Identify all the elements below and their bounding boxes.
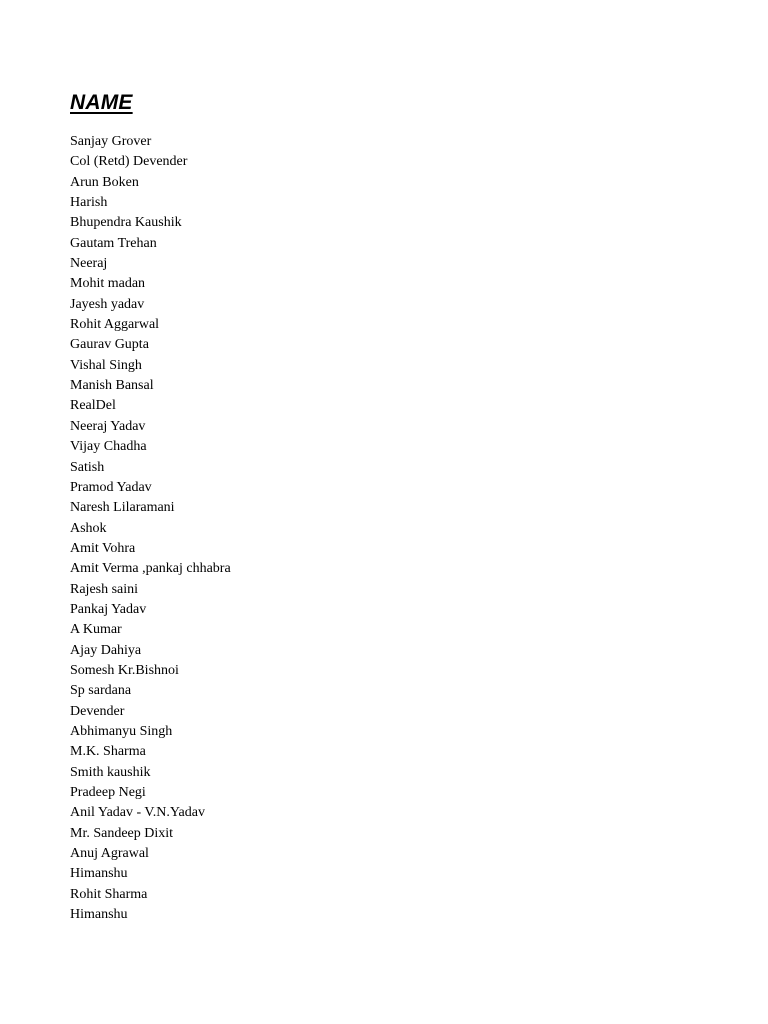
list-item: Smith kaushik xyxy=(70,764,151,780)
list-item: Sp sardana xyxy=(70,683,132,699)
column-heading: NAME xyxy=(70,91,133,114)
list-item: Jayesh yadav xyxy=(70,296,145,312)
list-item: Anil Yadav - V.N.Yadav xyxy=(70,805,205,821)
list-item: Somesh Kr.Bishnoi xyxy=(70,662,179,678)
list-item: Harish xyxy=(70,195,108,211)
list-item: Rajesh saini xyxy=(70,581,139,597)
list-item: Vijay Chadha xyxy=(70,439,147,455)
list-item: A Kumar xyxy=(70,622,122,638)
list-item: Gaurav Gupta xyxy=(70,337,149,353)
name-list xyxy=(70,132,231,925)
list-item: RealDel xyxy=(70,398,116,414)
list-item: Rohit Sharma xyxy=(70,886,148,902)
list-item: Himanshu xyxy=(70,866,128,882)
list-item: Bhupendra Kaushik xyxy=(70,215,182,231)
list-item: Pramod Yadav xyxy=(70,479,152,495)
list-item: Naresh Lilaramani xyxy=(70,500,175,516)
list-item: Neeraj Yadav xyxy=(70,418,146,434)
list-item: Satish xyxy=(70,459,105,475)
list-item: Amit Verma ,pankaj chhabra xyxy=(70,561,231,577)
list-item: Neeraj xyxy=(70,256,108,272)
list-item: Abhimanyu Singh xyxy=(70,723,173,739)
list-item: Arun Boken xyxy=(70,174,139,190)
list-item: Devender xyxy=(70,703,125,719)
list-item: Himanshu xyxy=(70,907,128,923)
list-item: Pankaj Yadav xyxy=(70,601,147,617)
list-item: Mr. Sandeep Dixit xyxy=(70,825,174,841)
list-item: Rohit Aggarwal xyxy=(70,317,160,333)
list-item: Pradeep Negi xyxy=(70,785,146,800)
list-item: M.K. Sharma xyxy=(70,744,146,760)
list-item: Sanjay Grover xyxy=(70,134,152,149)
list-item: Vishal Singh xyxy=(70,357,142,373)
list-item: Manish Bansal xyxy=(70,378,154,394)
list-item: Amit Vohra xyxy=(70,540,136,556)
list-item: Ashok xyxy=(70,520,107,536)
list-item: Anuj Agrawal xyxy=(70,846,149,862)
list-item: Gautam Trehan xyxy=(70,235,157,251)
list-item: Ajay Dahiya xyxy=(70,642,142,658)
list-item: Col (Retd) Devender xyxy=(70,154,188,170)
list-item: Mohit madan xyxy=(70,276,146,292)
